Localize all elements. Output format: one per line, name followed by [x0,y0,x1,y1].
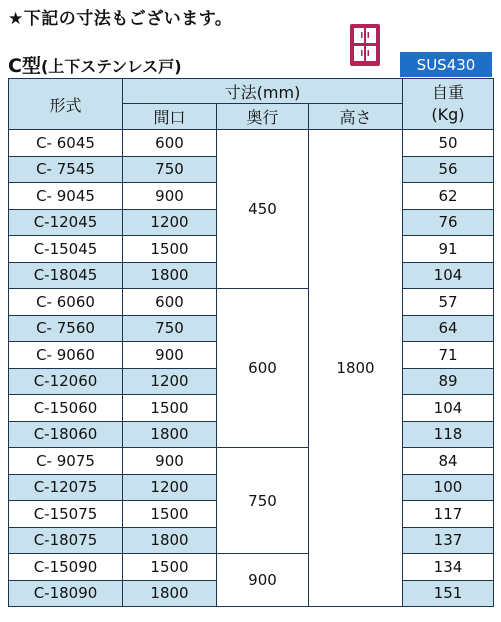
section-title [8,51,182,78]
cell-weight: 100 [403,474,494,501]
cell-width: 900 [123,448,217,475]
cell-model: C- 9045 [9,183,123,210]
cell-width: 600 [123,130,217,157]
cell-depth: 900 [217,554,309,607]
cell-weight: 137 [403,527,494,554]
double-door-cabinet-icon [349,23,381,67]
header-weight-label: 自重 [431,83,464,102]
cell-model: C- 7545 [9,156,123,183]
cell-depth: 600 [217,289,309,448]
cell-width: 1200 [123,474,217,501]
section-subtitle: (上下ステンレス戸) [40,57,182,76]
cell-weight: 117 [403,501,494,528]
header-height: 高さ [309,104,403,130]
cell-weight: 89 [403,368,494,395]
cell-weight: 134 [403,554,494,581]
cell-model: C-12045 [9,209,123,236]
cell-width: 750 [123,156,217,183]
header-weight [403,79,494,130]
cell-weight: 84 [403,448,494,475]
cell-weight: 118 [403,421,494,448]
section-title-main: C型 [8,55,41,77]
cell-model: C-18060 [9,421,123,448]
table-row [9,130,494,157]
cell-weight: 104 [403,262,494,289]
cell-model: C-15075 [9,501,123,528]
cell-width: 900 [123,342,217,369]
cell-width: 1500 [123,501,217,528]
cell-width: 600 [123,289,217,316]
cell-weight: 151 [403,580,494,607]
cell-width: 1200 [123,209,217,236]
cell-model: C-18075 [9,527,123,554]
cell-model: C- 9075 [9,448,123,475]
cell-model: C-15090 [9,554,123,581]
cell-weight: 62 [403,183,494,210]
cell-weight: 56 [403,156,494,183]
cell-weight: 91 [403,236,494,263]
cell-width: 1800 [123,421,217,448]
cell-model: C-12075 [9,474,123,501]
header-model: 形式 [9,79,123,130]
header-weight-unit: (Kg) [431,105,465,124]
header-depth: 奥行 [217,104,309,130]
table-row [9,289,494,316]
header-dimensions: 寸法(mm) [123,79,403,104]
cell-width: 900 [123,183,217,210]
cell-width: 1800 [123,527,217,554]
cell-width: 1200 [123,368,217,395]
cell-model: C-15045 [9,236,123,263]
cell-depth: 750 [217,448,309,554]
spec-table-body [9,130,494,607]
cell-width: 1500 [123,236,217,263]
cell-model: C-18090 [9,580,123,607]
cell-weight: 71 [403,342,494,369]
cell-model: C- 7560 [9,315,123,342]
cell-model: C-18045 [9,262,123,289]
cell-model: C-15060 [9,395,123,422]
material-badge: SUS430 [400,52,492,77]
cell-width: 1800 [123,580,217,607]
table-row [9,554,494,581]
cell-height: 1800 [309,130,403,607]
cell-width: 1500 [123,554,217,581]
table-row [9,448,494,475]
cell-weight: 76 [403,209,494,236]
cell-width: 750 [123,315,217,342]
header-width: 間口 [123,104,217,130]
cell-width: 1500 [123,395,217,422]
cell-model: C- 6060 [9,289,123,316]
cell-weight: 50 [403,130,494,157]
cell-depth: 450 [217,130,309,289]
cell-model: C- 9060 [9,342,123,369]
cell-model: C- 6045 [9,130,123,157]
cell-weight: 104 [403,395,494,422]
cell-model: C-12060 [9,368,123,395]
page-note: ★下記の寸法もございます。 [8,9,233,29]
cell-weight: 57 [403,289,494,316]
cell-weight: 64 [403,315,494,342]
cell-width: 1800 [123,262,217,289]
spec-table [8,78,494,607]
